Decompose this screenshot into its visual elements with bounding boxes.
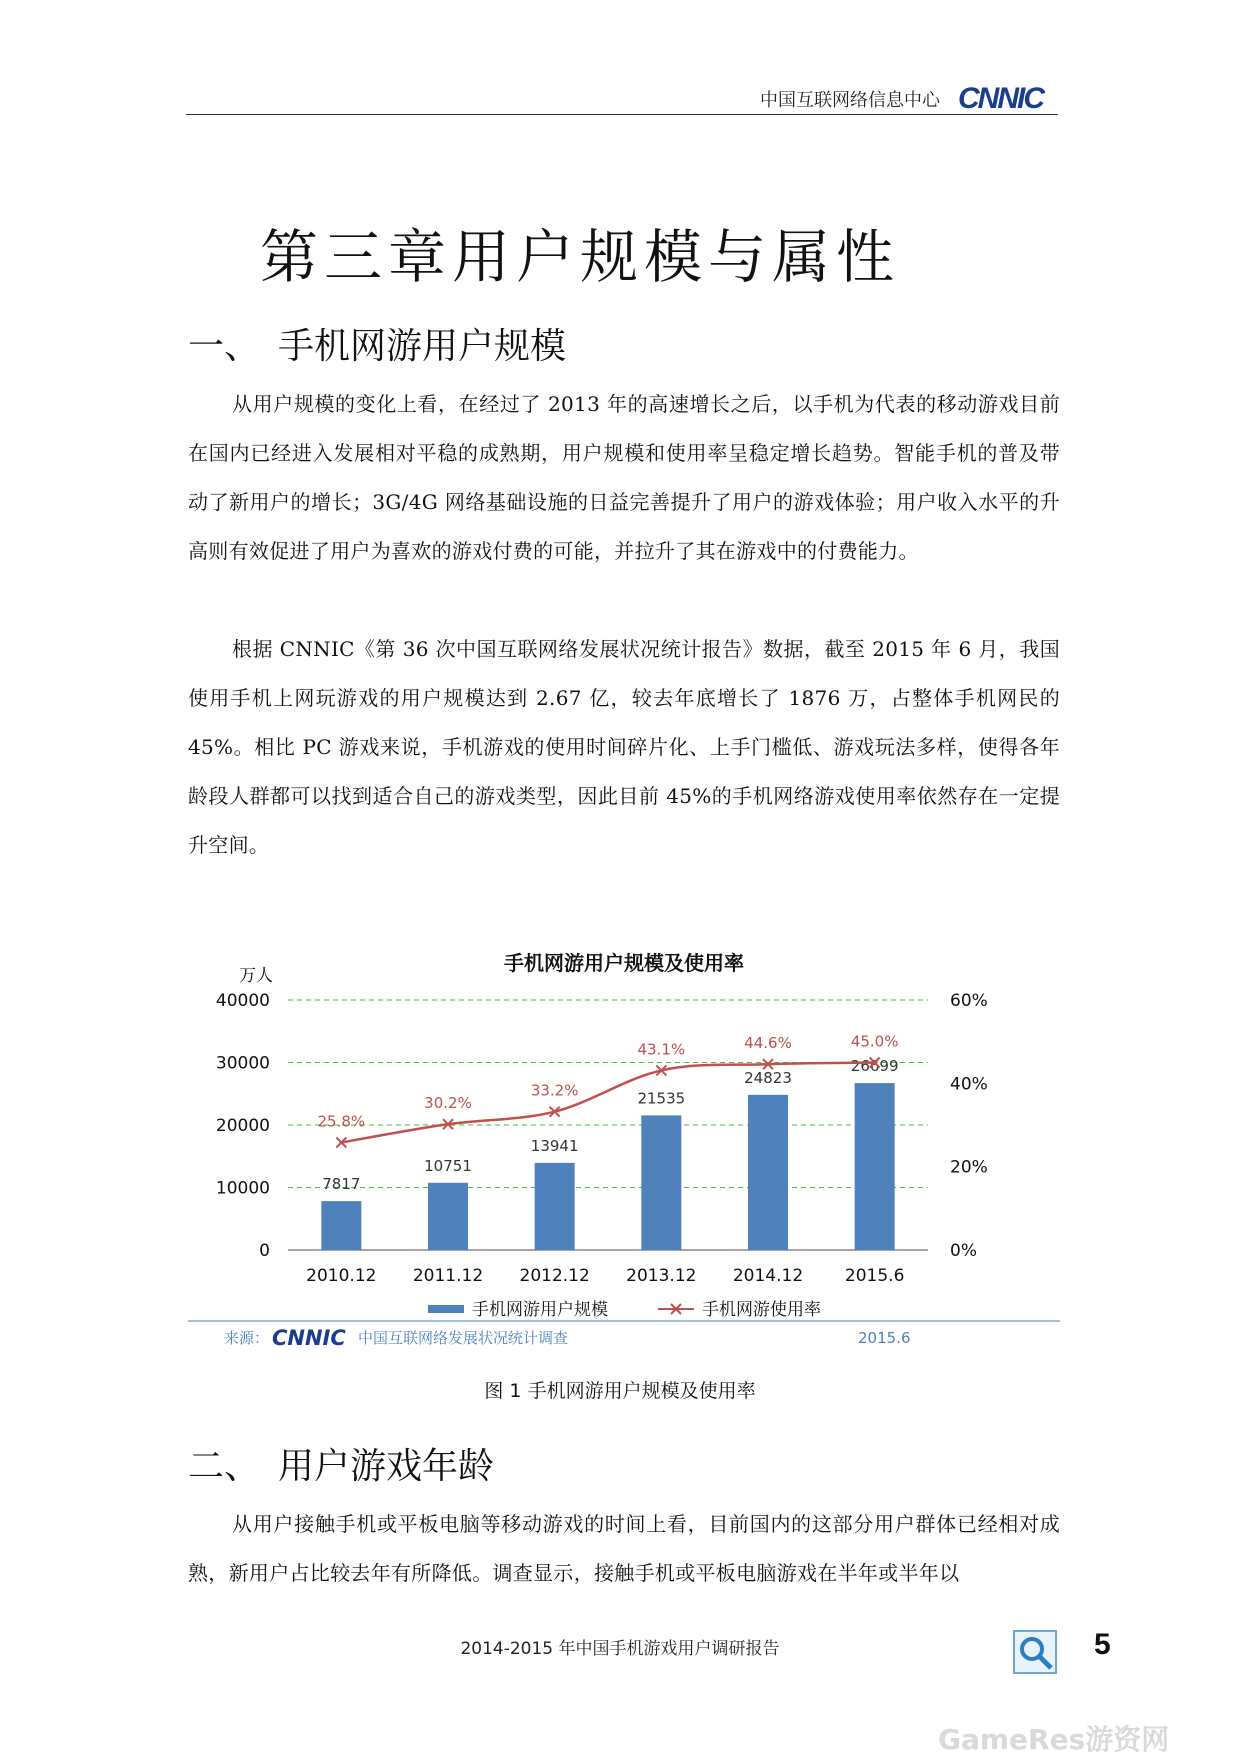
bar-data-label: 7817 <box>322 1175 361 1194</box>
line-data-label: 43.1% <box>637 1040 686 1059</box>
chart-title: 手机网游用户规模及使用率 <box>504 951 744 975</box>
y2-axis-tick-label: 0% <box>950 1241 977 1261</box>
line-data-label: 25.8% <box>317 1112 366 1131</box>
caption-label: 图 1 <box>484 1380 522 1402</box>
section-1-title: 手机网游用户规模 <box>278 326 567 367</box>
usage-chart <box>188 925 1060 1350</box>
x-axis-tick-label: 2013.12 <box>626 1266 697 1286</box>
bar-data-label: 21535 <box>637 1089 686 1108</box>
source-date: 2015.6 <box>858 1329 911 1347</box>
cnnic-logo: CNNIC <box>958 82 1043 115</box>
chart-container <box>188 925 1060 1350</box>
section-2-title: 用户游戏年龄 <box>278 1446 495 1487</box>
x-axis-tick-label: 2011.12 <box>412 1266 484 1286</box>
bar <box>321 1201 361 1250</box>
bar-data-label: 10751 <box>424 1156 472 1175</box>
section-1-heading <box>188 318 566 369</box>
y-axis-unit-label: 万人 <box>239 966 273 986</box>
chapter-title: 第三章用户规模与属性 <box>259 223 900 291</box>
figure-caption <box>0 1376 1240 1403</box>
magnifier-logo-icon <box>1013 1630 1057 1674</box>
y2-axis-tick-label: 20% <box>950 1157 988 1178</box>
bar-data-label: 24823 <box>744 1068 792 1087</box>
bar <box>855 1083 895 1250</box>
section-2-heading <box>188 1438 494 1489</box>
line-data-label: 44.6% <box>744 1034 792 1053</box>
usage-rate-line <box>341 1063 874 1143</box>
section-2-number: 二、 <box>188 1446 261 1487</box>
bar-data-label: 13941 <box>530 1136 579 1155</box>
x-axis-tick-label: 2014.12 <box>732 1266 804 1286</box>
bar <box>535 1163 575 1250</box>
section-1-number: 一、 <box>188 326 261 367</box>
x-axis-tick-label: 2010.12 <box>306 1266 377 1286</box>
y2-axis-tick-label: 40% <box>950 1074 988 1095</box>
paragraph-2: 根据 CNNIC《第 36 次中国互联网络发展状况统计报告》数据，截至 2015 年 6 月，我国使用手机上网玩游戏的用户规模达到 2.67 亿，较去年底增长了 1876 万，占整体手机网民的 45%。相比 PC 游戏来说，手机游戏的使用时间碎片化、上手门槛低、游戏玩法多样，使得各年龄段人群都可以找到适合自己的游戏类型，因此目前 45%的手机网络游戏使用率依然存在一定提升空间。 <box>188 637 1060 857</box>
footer-report-title: 2014-2015 年中国手机游戏用户调研报告 <box>460 1639 780 1659</box>
watermark: GameRes游资网 <box>938 1723 1170 1756</box>
header-divider <box>186 114 1058 115</box>
legend-bar-label: 手机网游用户规模 <box>472 1300 608 1320</box>
page-number: 5 <box>1094 1628 1111 1661</box>
y-axis-tick-label: 20000 <box>215 1116 270 1136</box>
line-data-label: 30.2% <box>424 1094 472 1113</box>
bar <box>641 1115 681 1250</box>
paragraph-3: 从用户接触手机或平板电脑等移动游戏的时间上看，目前国内的这部分用户群体已经相对成熟，新用户占比较去年有所降低。调查显示，接触手机或平板电脑游戏在半年或半年以 <box>188 1512 1060 1585</box>
x-axis-tick-label: 2015.6 <box>844 1266 905 1286</box>
bar <box>748 1095 788 1250</box>
x-axis-tick-label: 2012.12 <box>519 1266 590 1286</box>
source-logo: CNNIC <box>272 1326 346 1350</box>
source-text: 中国互联网络发展状况统计调查 <box>358 1329 569 1347</box>
line-data-label: 33.2% <box>530 1081 579 1100</box>
legend-line-label: 手机网游使用率 <box>702 1300 821 1320</box>
caption-text: 手机网游用户规模及使用率 <box>527 1380 756 1402</box>
source-label: 来源： <box>224 1329 270 1347</box>
legend-bar-swatch <box>428 1305 464 1313</box>
y-axis-tick-label: 0 <box>259 1241 270 1261</box>
line-data-label: 45.0% <box>850 1032 899 1051</box>
bar-data-label: 26699 <box>850 1057 899 1076</box>
bar <box>428 1183 468 1250</box>
y2-axis-tick-label: 60% <box>950 991 988 1011</box>
paragraph-1: 从用户规模的变化上看，在经过了 2013 年的高速增长之后，以手机为代表的移动游戏目前在国内已经进入发展相对平稳的成熟期，用户规模和使用率呈稳定增长趋势。智能手机的普及带动了新用户的增长；3G/4G 网络基础设施的日益完善提升了用户的游戏体验；用户收入水平的升高则有效促进了用户为喜欢的游戏付费的可能，并拉升了其在游戏中的付费能力。 <box>188 392 1060 563</box>
y-axis-tick-label: 40000 <box>215 991 270 1011</box>
y-axis-tick-label: 30000 <box>215 1053 270 1074</box>
y-axis-tick-label: 10000 <box>215 1178 270 1199</box>
header-org-name: 中国互联网络信息中心 <box>760 90 940 111</box>
